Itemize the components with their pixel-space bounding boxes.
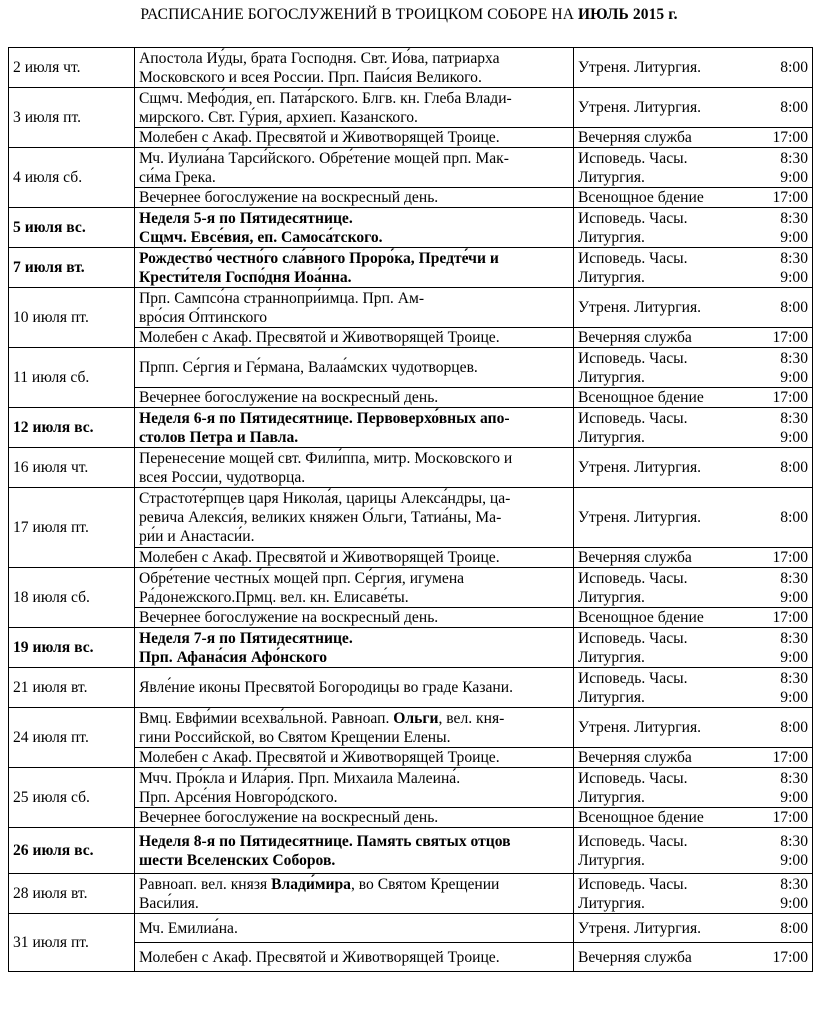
services-cell: Исповедь. Часы. 8:30 Литургия. 9:00 [574, 408, 813, 448]
services-cell: Вечерняя служба 17:00 [574, 748, 813, 768]
date-cell: 5 июля вс. [9, 208, 135, 248]
page-title: РАСПИСАНИЕ БОГОСЛУЖЕНИЙ В ТРОИЦКОМ СОБОРЕ НА ИЮЛЬ 2015 г. [140, 6, 678, 23]
services-cell: Всенощное бдение 17:00 [574, 188, 813, 208]
saints-cell: Неделя 6-я по Пятидесятнице. Первоверхо́вных апо- столов Петра и Павла. [135, 408, 574, 448]
table-row [9, 768, 813, 808]
table-row [9, 288, 813, 328]
table-row [9, 408, 813, 448]
saints-cell: Вечернее богослужение на воскресный день. [135, 188, 574, 208]
services-cell: Вечерняя служба 17:00 [574, 943, 813, 972]
services-cell: Исповедь. Часы. 8:30 Литургия. 9:00 [574, 828, 813, 874]
date-cell: 21 июля вт. [9, 668, 135, 708]
saints-cell: Неделя 8-я по Пятидесятнице. Память святых отцов шести Вселенских Соборов. [135, 828, 574, 874]
table-row [9, 874, 813, 914]
services-cell: Исповедь. Часы. 8:30 Литургия. 9:00 [574, 768, 813, 808]
date-cell: 3 июля пт. [9, 88, 135, 148]
services-cell: Исповедь. Часы. 8:30 Литургия. 9:00 [574, 248, 813, 288]
date-cell: 17 июля пт. [9, 488, 135, 568]
services-cell: Утреня. Литургия. 8:00 [574, 914, 813, 943]
services-cell: Всенощное бдение 17:00 [574, 388, 813, 408]
saints-cell: Прп. Сампсо́на страннопри́имца. Прп. Ам- вро́сия О́птинского [135, 288, 574, 328]
schedule-table [8, 47, 813, 972]
services-cell: Утреня. Литургия. 8:00 [574, 288, 813, 328]
table-row [9, 668, 813, 708]
date-cell: 4 июля сб. [9, 148, 135, 208]
services-cell: Исповедь. Часы. 8:30 Литургия. 9:00 [574, 208, 813, 248]
saints-cell: Вечернее богослужение на воскресный день. [135, 608, 574, 628]
services-cell: Всенощное бдение 17:00 [574, 808, 813, 828]
table-row [9, 914, 813, 943]
table-row [9, 208, 813, 248]
table-row [9, 348, 813, 388]
saints-cell: Неделя 5-я по Пятидесятнице. Сщмч. Евсе́вия, еп. Самоса́тского. [135, 208, 574, 248]
services-cell: Исповедь. Часы. 8:30 Литургия. 9:00 [574, 874, 813, 914]
services-cell: Утреня. Литургия. 8:00 [574, 708, 813, 748]
services-cell: Утреня. Литургия. 8:00 [574, 448, 813, 488]
services-cell: Вечерняя служба 17:00 [574, 548, 813, 568]
saints-cell: Молебен с Акаф. Пресвятой и Животворящей Троице. [135, 548, 574, 568]
date-cell: 11 июля сб. [9, 348, 135, 408]
saints-cell: Вечернее богослужение на воскресный день. [135, 808, 574, 828]
table-row [9, 448, 813, 488]
date-cell: 28 июля вт. [9, 874, 135, 914]
table-row [9, 568, 813, 608]
date-cell: 31 июля пт. [9, 914, 135, 972]
date-cell: 26 июля вс. [9, 828, 135, 874]
saints-cell: Обре́тение честны́х мощей прп. Се́ргия, игумена Ра́донежского.Прмц. вел. кн. Елисаве́ты. [135, 568, 574, 608]
date-cell: 24 июля пт. [9, 708, 135, 768]
table-row [9, 828, 813, 874]
saints-cell: Мчч. Про́кла и Ила́рия. Прп. Михаила Малеина́. Прп. Арсе́ния Новгоро́дского. [135, 768, 574, 808]
date-cell: 25 июля сб. [9, 768, 135, 828]
services-cell: Вечерняя служба 17:00 [574, 328, 813, 348]
saints-cell: Вечернее богослужение на воскресный день. [135, 388, 574, 408]
saints-cell: Рождество́ честно́го сла́вного Проро́ка, Предте́чи и Крести́теля Госпо́дня Иоа́нна. [135, 248, 574, 288]
saints-cell: Явле́ние иконы Пресвятой Богородицы во граде Казани. [135, 668, 574, 708]
table-row [9, 628, 813, 668]
date-cell: 18 июля сб. [9, 568, 135, 628]
date-cell: 7 июля вт. [9, 248, 135, 288]
services-cell: Вечерняя служба 17:00 [574, 128, 813, 148]
table-row [9, 488, 813, 548]
services-cell: Утреня. Литургия. 8:00 [574, 488, 813, 548]
saints-cell: Мч. Емилиа́на. [135, 914, 574, 943]
saints-cell: Молебен с Акаф. Пресвятой и Животворящей Троице. [135, 128, 574, 148]
saints-cell: Апостола Иу́ды, брата Господня. Свт. Ио́ва, патриарха Московского и всея России. Прп. Паи́сия Великого. [135, 48, 574, 88]
date-cell: 12 июля вс. [9, 408, 135, 448]
services-cell: Всенощное бдение 17:00 [574, 608, 813, 628]
saints-cell: Прпп. Се́ргия и Ге́рмана, Валаа́мских чудотворцев. [135, 348, 574, 388]
services-cell: Исповедь. Часы. 8:30 Литургия. 9:00 [574, 348, 813, 388]
date-cell: 16 июля чт. [9, 448, 135, 488]
date-cell: 19 июля вс. [9, 628, 135, 668]
date-cell: 2 июля чт. [9, 48, 135, 88]
services-cell: Исповедь. Часы. 8:30 Литургия. 9:00 [574, 628, 813, 668]
date-cell: 10 июля пт. [9, 288, 135, 348]
saints-cell: Перенесение мощей свт. Фили́ппа, митр. Московского и всея России, чудотворца. [135, 448, 574, 488]
saints-cell: Страстоте́рпцев царя Никола́я, царицы Алекса́ндры, ца- ревича Алекси́я, великих княжен О́льги, Татиа́ны, Ма- ри́и и Анастаси́и. [135, 488, 574, 548]
table-row [9, 148, 813, 188]
saints-cell: Равноап. вел. князя Влади́мира, во Святом Крещении Васи́лия. [135, 874, 574, 914]
services-cell: Утреня. Литургия. 8:00 [574, 88, 813, 128]
saints-cell: Молебен с Акаф. Пресвятой и Животворящей Троице. [135, 328, 574, 348]
table-row [9, 48, 813, 88]
table-row [9, 708, 813, 748]
table-row [9, 248, 813, 288]
saints-cell: Молебен с Акаф. Пресвятой и Животворящей Троице. [135, 943, 574, 972]
services-cell: Исповедь. Часы. 8:30 Литургия. 9:00 [574, 148, 813, 188]
services-cell: Утреня. Литургия. 8:00 [574, 48, 813, 88]
saints-cell: Мч. Иулиа́на Тарси́йского. Обре́тение мощей прп. Мак- си́ма Грека. [135, 148, 574, 188]
saints-cell: Сщмч. Мефо́дия, еп. Пата́рского. Блгв. кн. Глеба Влади- мирского. Свт. Гу́рия, архиеп. Казанского. [135, 88, 574, 128]
services-cell: Исповедь. Часы. 8:30 Литургия. 9:00 [574, 668, 813, 708]
saints-cell: Неделя 7-я по Пятидесятнице. Прп. Афана́сия Афо́нского [135, 628, 574, 668]
table-row [9, 88, 813, 128]
services-cell: Исповедь. Часы. 8:30 Литургия. 9:00 [574, 568, 813, 608]
saints-cell: Молебен с Акаф. Пресвятой и Животворящей Троице. [135, 748, 574, 768]
saints-cell: Вмц. Евфи́мии всехва́льной. Равноап. Ольги, вел. кня- гини Российской, во Святом Крещении Елены. [135, 708, 574, 748]
